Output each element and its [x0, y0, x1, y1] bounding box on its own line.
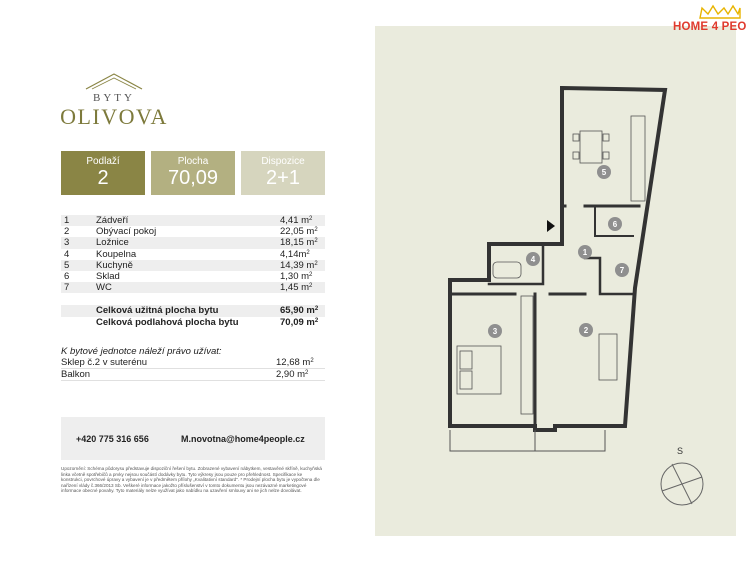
- logo-line2: OLIVOVA: [60, 104, 168, 129]
- table-row: [61, 282, 325, 293]
- wardrobe: [521, 296, 533, 414]
- total-name: Celková užitná plocha bytu: [96, 305, 219, 316]
- byty-olivova-logo: [58, 72, 170, 142]
- stat-area: [151, 151, 235, 195]
- room-number: 2: [64, 226, 70, 238]
- table-row: [61, 215, 325, 226]
- roof-icon: [84, 72, 144, 90]
- room-number: 5: [64, 259, 70, 271]
- total-area: 70,09 $m^2$: [280, 316, 319, 328]
- room-name: Zádveří: [96, 215, 129, 226]
- table-row: [61, 317, 325, 329]
- room-area: 1,30 $m^2$: [280, 270, 313, 282]
- room-name: Kuchyně: [96, 259, 133, 271]
- extra-name: Balkon: [61, 369, 91, 380]
- room-label-1: 1: [582, 248, 588, 257]
- stat-floor: [61, 151, 145, 195]
- room-area: 18,15 $m^2$: [280, 237, 318, 249]
- room-label-7: 7: [619, 266, 625, 275]
- room-number: 1: [64, 215, 70, 226]
- room-number: 7: [64, 282, 70, 294]
- entrance-arrow: [547, 220, 555, 232]
- dining-table: [573, 131, 609, 163]
- room-name: WC: [96, 282, 112, 294]
- room-label-6: 6: [612, 220, 618, 229]
- crown-icon: [698, 4, 742, 20]
- room-label-2: 2: [583, 326, 589, 335]
- room-name: Ložnice: [96, 237, 129, 249]
- room-area: 14,39 $m^2$: [280, 259, 318, 271]
- total-area: 65,90 $m^2$: [280, 305, 319, 316]
- room-number: 4: [64, 248, 70, 260]
- room-name: Sklad: [96, 270, 120, 282]
- room-label-3: 3: [492, 327, 498, 336]
- contact-phone[interactable]: +420 775 316 656: [76, 434, 149, 444]
- room-area: $4,14m^2$: [280, 248, 310, 260]
- table-row: [61, 305, 325, 317]
- bed: [457, 346, 501, 394]
- contact-box: [61, 417, 325, 460]
- table-row: [61, 271, 325, 282]
- table-row: [61, 357, 325, 369]
- disclaimer-text: Upozornění: Schéma půdorysu představuje dispoziční řešení bytu. Zobrazené vybavení nábytkem, vestavěné skříně, kuchyňská linka včetně spotřebičů a prvky nejsou součástí dodávky bytu. Tyto výkresy jsou pouze pro přehlednost. Specifikace ke konstrukci, povrchové úpravy a vybavení je v předmětem přílohy „Kvalitativní standard". * Prodejní plocha bytu je vypočtena dle nařízení vlády č.366/2013 Sb. Veškeré informace jakožto příslušenství v tomto dokumentu jsou nezávazné marketingové informace obecné povahy. Tyto materiály nelze využívat jako nabídku na uzavření smlouvy ani se jich nelze dovolávat.: [61, 466, 322, 494]
- room-label-4: 4: [530, 255, 536, 264]
- room-number: 3: [64, 237, 70, 249]
- stat-value: 70,09: [167, 167, 219, 189]
- extras-heading: K bytové jednotce náleží právo užívat:: [61, 346, 222, 357]
- table-row: [61, 249, 325, 260]
- stat-label: Dispozice: [261, 156, 305, 167]
- extra-name: Sklep č.2 v suterénu: [61, 357, 148, 368]
- table-row: [61, 260, 325, 271]
- room-area: 4,41 $m^2$: [280, 215, 313, 226]
- balcony: [450, 430, 605, 451]
- hall-wall: [585, 258, 633, 294]
- room-name: Koupelna: [96, 248, 137, 260]
- bathtub: [493, 262, 521, 278]
- contact-email[interactable]: M.novotna@home4people.cz: [181, 434, 305, 444]
- room-area: 22,05 $m^2$: [280, 226, 318, 238]
- room-name: Obývací pokoj: [96, 226, 157, 238]
- compass-icon: [656, 444, 708, 506]
- table-row: [61, 226, 325, 237]
- total-name: Celková podlahová plocha bytu: [96, 316, 239, 328]
- room-number: 6: [64, 270, 70, 282]
- extras-table: [61, 357, 325, 381]
- extra-area: 2,90 $m^2$: [276, 369, 309, 380]
- stat-label: Podlaží: [86, 156, 120, 167]
- logo-line1: BYTY: [93, 92, 135, 104]
- stat-label: Plocha: [177, 156, 209, 167]
- table-row: [61, 237, 325, 248]
- sofa: [599, 334, 617, 380]
- room-area: 1,45 $m^2$: [280, 282, 313, 294]
- kitchen-counter: [631, 116, 645, 201]
- room-markers: [488, 165, 629, 338]
- stat-layout: [241, 151, 325, 195]
- agency-name: HOME 4 PEO: [673, 21, 747, 33]
- room-label-5: 5: [601, 168, 607, 177]
- extra-area: 12,68 $m^2$: [276, 357, 314, 368]
- stat-value: 2: [97, 167, 109, 189]
- stat-value: 2+1: [266, 167, 300, 189]
- totals-table: [61, 305, 325, 328]
- room-table: [61, 215, 325, 293]
- compass-label: S: [676, 446, 684, 456]
- home4people-logo: [666, 0, 749, 40]
- outer-wall: [450, 88, 665, 430]
- table-row: [61, 369, 325, 381]
